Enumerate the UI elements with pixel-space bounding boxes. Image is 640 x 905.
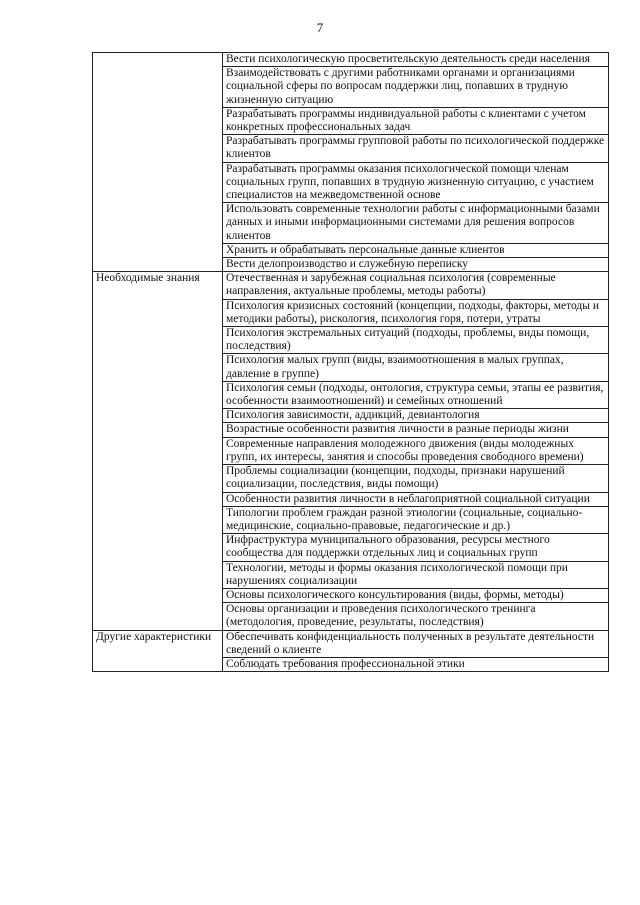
item-cell: Основы психологического консультирования (виды, формы, методы) [223,588,609,602]
item-cell: Особенности развития личности в неблагоприятной социальной ситуации [223,492,609,506]
item-cell: Использовать современные технологии работы с информационными базами данных и иными информационными системами для решения вопросов клиентов [223,203,609,244]
item-cell: Соблюдать требования профессиональной этики [223,657,609,671]
item-cell: Типологии проблем граждан разной этиологии (социальные, социально-медицинские, социально-правовые, педагогические и др.) [223,506,609,533]
table-row [93,272,609,299]
item-cell: Психология кризисных состояний (концепции, подходы, факторы, методы и методики работы), рискология, психология горя, потери, утраты [223,299,609,326]
item-cell: Хранить и обрабатывать персональные данные клиентов [223,243,609,257]
item-cell: Возрастные особенности развития личности в разные периоды жизни [223,423,609,437]
item-cell: Обеспечивать конфиденциальность полученных в результате деятельности сведений о клиенте [223,630,609,657]
item-cell: Психология семьи (подходы, онтология, структура семьи, этапы ее развития, особенности взаимоотношений) и семейных отношений [223,381,609,408]
item-cell: Отечественная и зарубежная социальная психология (современные направления, актуальные проблемы, методы работы) [223,272,609,299]
category-label: Необходимые знания [96,272,200,285]
category-cell [93,272,223,630]
item-cell: Психология экстремальных ситуаций (подходы, проблемы, виды помощи, последствия) [223,327,609,354]
item-cell: Вести психологическую просветительскую деятельность среди населения [223,53,609,67]
category-cell [93,53,223,272]
item-cell: Психология малых групп (виды, взаимоотношения в малых группах, давление в группе) [223,354,609,381]
item-cell: Разрабатывать программы групповой работы по психологической поддержке клиентов [223,135,609,162]
item-cell: Вести делопроизводство и служебную переписку [223,258,609,272]
item-cell: Психология зависимости, аддикций, девиантология [223,409,609,423]
item-cell: Взаимодействовать с другими работниками органами и организациями социальной сферы по вопросам поддержки лиц, попавших в трудную жизненную ситуацию [223,67,609,108]
item-cell: Современные направления молодежного движения (виды молодежных групп, их интересы, занятия и способы проведения свободного времени) [223,437,609,464]
category-cell [93,630,223,672]
table-row [93,630,609,657]
item-cell: Разрабатывать программы оказания психологической помощи членам социальных групп, попавших в трудную жизненную ситуацию, с участием специалистов на межведомственной основе [223,162,609,203]
page-number: 7 [316,20,324,35]
item-cell: Проблемы социализации (концепции, подходы, признаки нарушений социализации, последствия, виды помощи) [223,465,609,492]
item-cell: Основы организации и проведения психологического тренинга (методология, проведение, результаты, последствия) [223,603,609,630]
item-cell: Разрабатывать программы индивидуальной работы с клиентами с учетом конкретных профессиональных задач [223,107,609,134]
requirements-table [92,52,609,672]
item-cell: Инфраструктура муниципального образования, ресурсы местного сообщества для поддержки отдельных лиц и социальных групп [223,534,609,561]
category-label: Другие характеристики [96,630,212,643]
table-row [93,53,609,67]
item-cell: Технологии, методы и формы оказания психологической помощи при нарушениях социализации [223,561,609,588]
